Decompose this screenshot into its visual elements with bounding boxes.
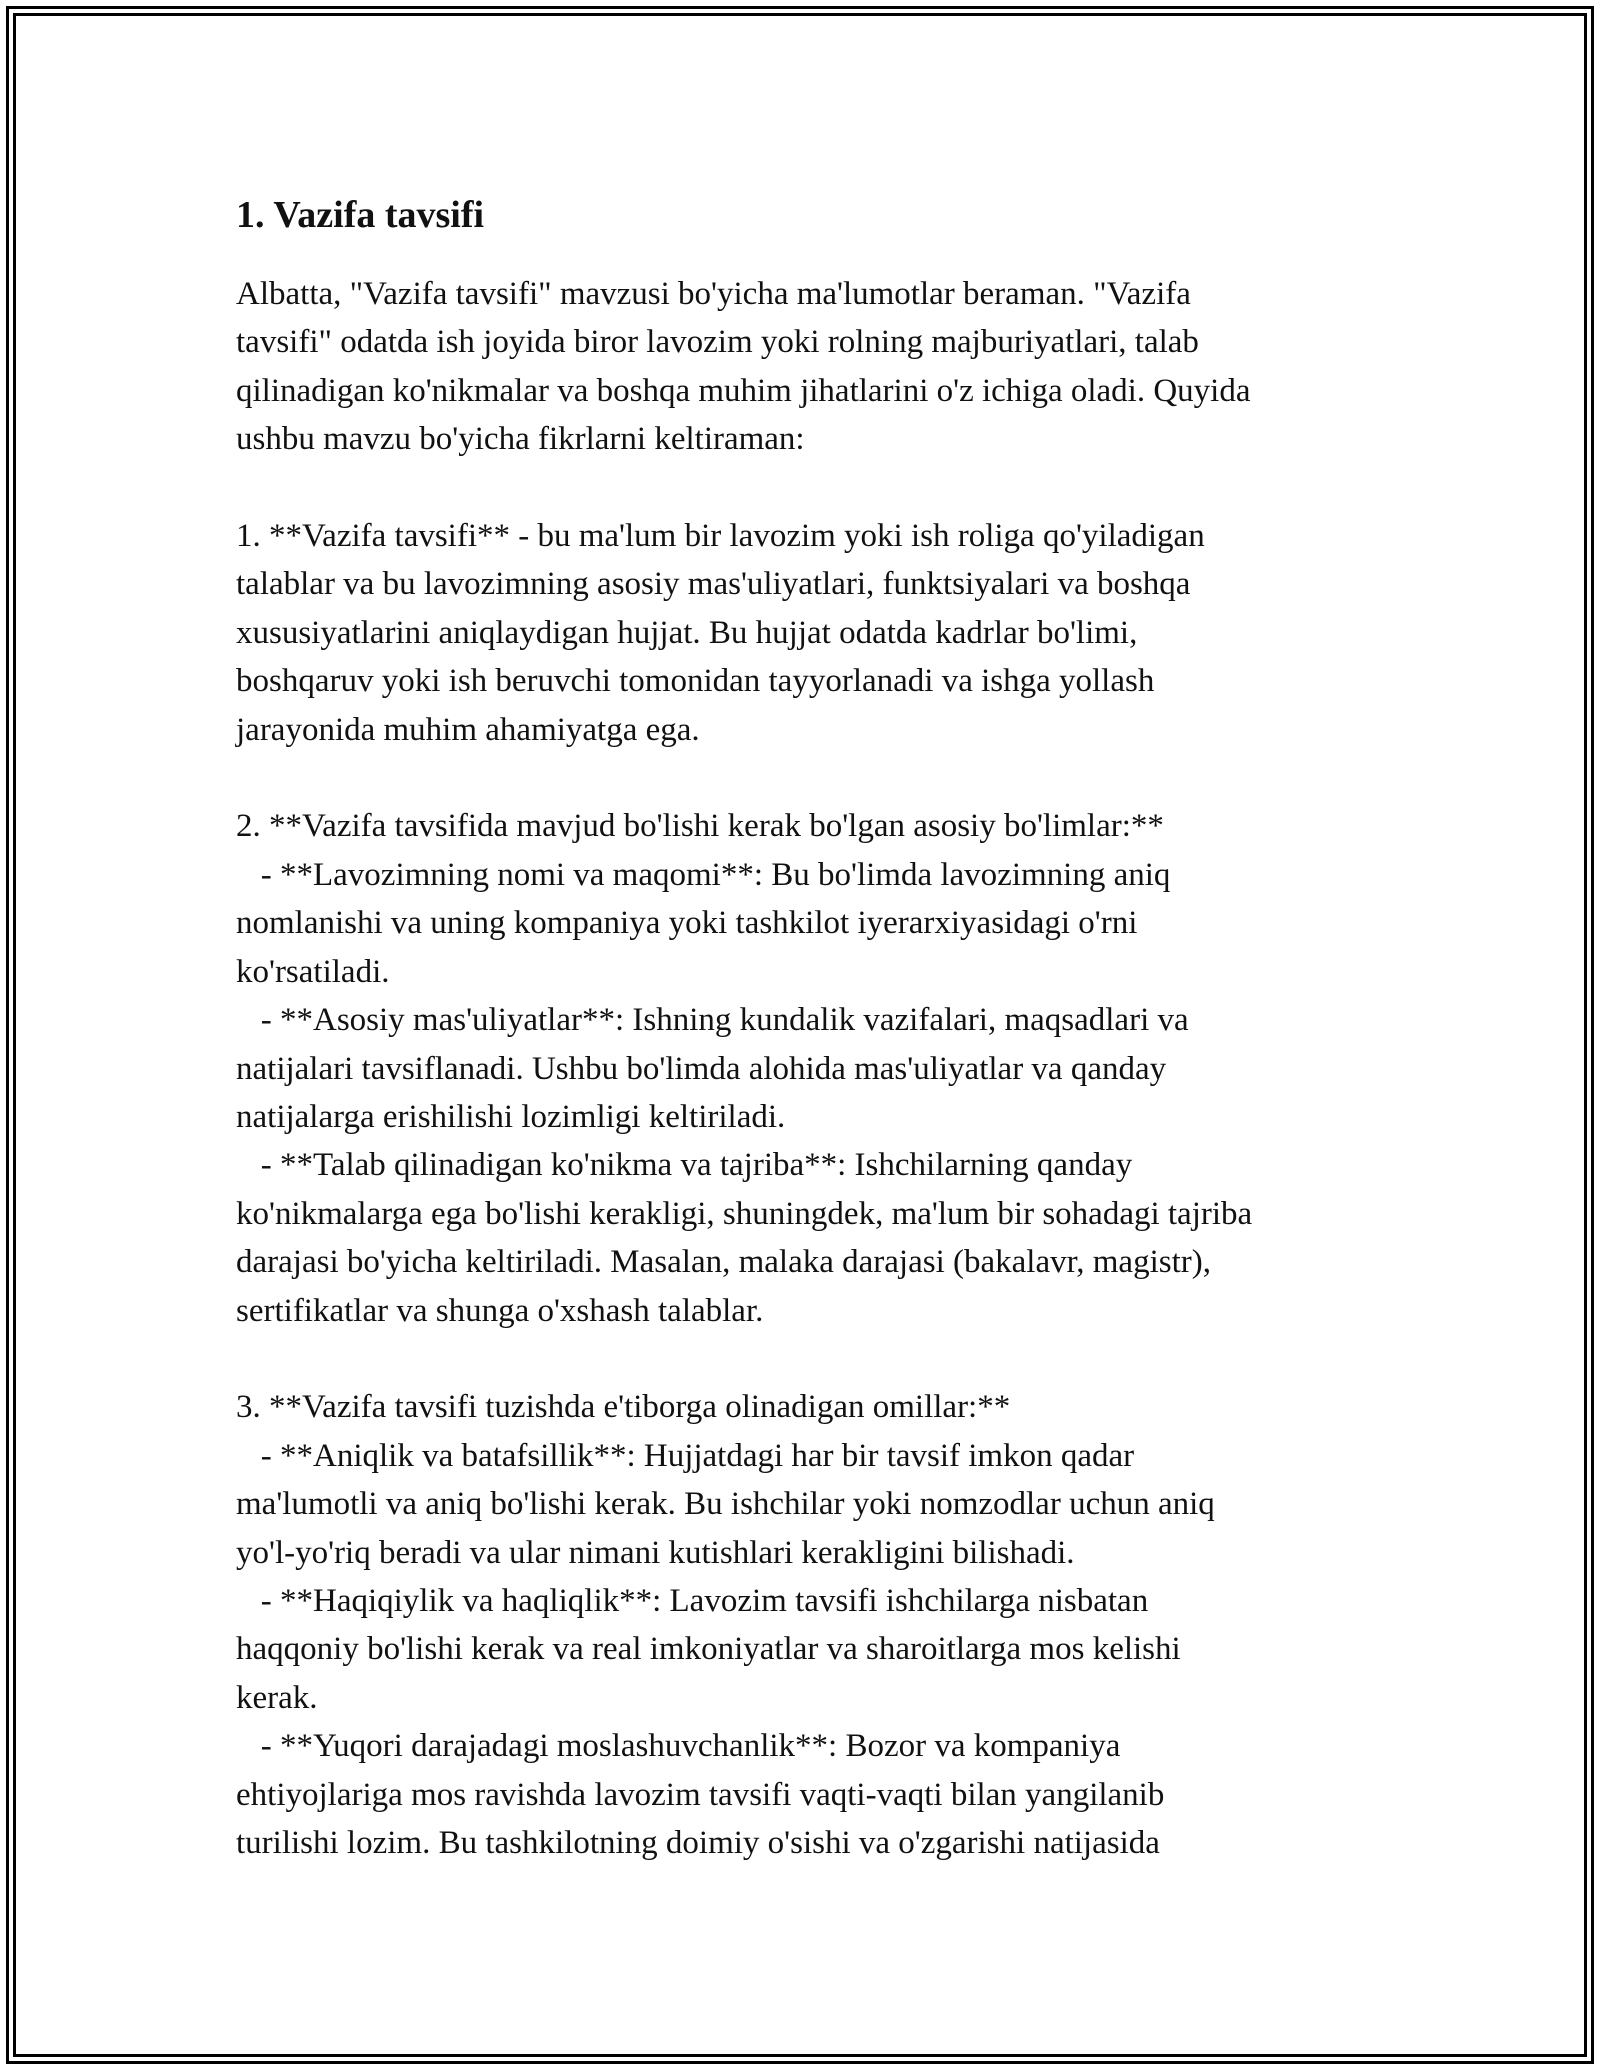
- document-content: [236, 188, 1376, 1867]
- document-title: 1. Vazifa tavsifi: [236, 194, 485, 236]
- document-body: Albatta, "Vazifa tavsifi" mavzusi bo'yicha ma'lumotlar beraman. "Vazifa tavsifi" odatda ish joyida biror lavozim yoki rolning majburiyatlari, talab qilinadigan ko'nikmalar va boshqa muhim jihatlarini o'z ichiga oladi. Quyida ushbu mavzu bo'yicha fikrlarni keltiraman: 1. **Vazifa tavsifi** - bu ma'lum bir lavozim yoki ish roliga qo'yiladigan talablar va bu lavozimning asosiy mas'uliyatlari, funktsiyalari va boshqa xususiyatlarini aniqlaydigan hujjat. Bu hujjat odatda kadrlar bo'limi, boshqaruv yoki ish beruvchi tomonidan tayyorlanadi va ishga yollash jarayonida muhim ahamiyatga ega. 2. **Vazifa tavsifida mavjud bo'lishi kerak bo'lgan asosiy bo'limlar:** - **Lavozimning nomi va maqomi**: Bu bo'limda lavozimning aniq nomlanishi va uning kompaniya yoki tashkilot iyerarxiyasidagi o'rni ko'rsatiladi. - **Asosiy mas'uliyatlar**: Ishning kundalik vazifalari, maqsadlari va natijalari tavsiflanadi. Ushbu bo'limda alohida mas'uliyatlar va qanday natijalarga erishilishi lozimligi keltiriladi. - **Talab qilinadigan ko'nikma va tajriba**: Ishchilarning qanday ko'nikmalarga ega bo'lishi kerakligi, shuningdek, ma'lum bir sohadagi tajriba darajasi bo'yicha keltiriladi. Masalan, malaka darajasi (bakalavr, magistr), sertifikatlar va shunga o'xshash talablar. 3. **Vazifa tavsifi tuzishda e'tiborga olinadigan omillar:** - **Aniqlik va batafsillik**: Hujjatdagi har bir tavsif imkon qadar ma'lumotli va aniq bo'lishi kerak. Bu ishchilar yoki nomzodlar uchun aniq yo'l-yo'riq beradi va ular nimani kutishlari kerakligini bilishadi. - **Haqiqiylik va haqliqlik**: Lavozim tavsifi ishchilarga nisbatan haqqoniy bo'lishi kerak va real imkoniyatlar va sharoitlarga mos kelishi kerak. - **Yuqori darajadagi moslashuvchanlik**: Bozor va kompaniya ehtiyojlariga mos ravishda lavozim tavsifi vaqti-vaqti bilan yangilanib turilishi lozim. Bu tashkilotning doimiy o'sishi va o'zgarishi natijasida: [236, 276, 1253, 1861]
